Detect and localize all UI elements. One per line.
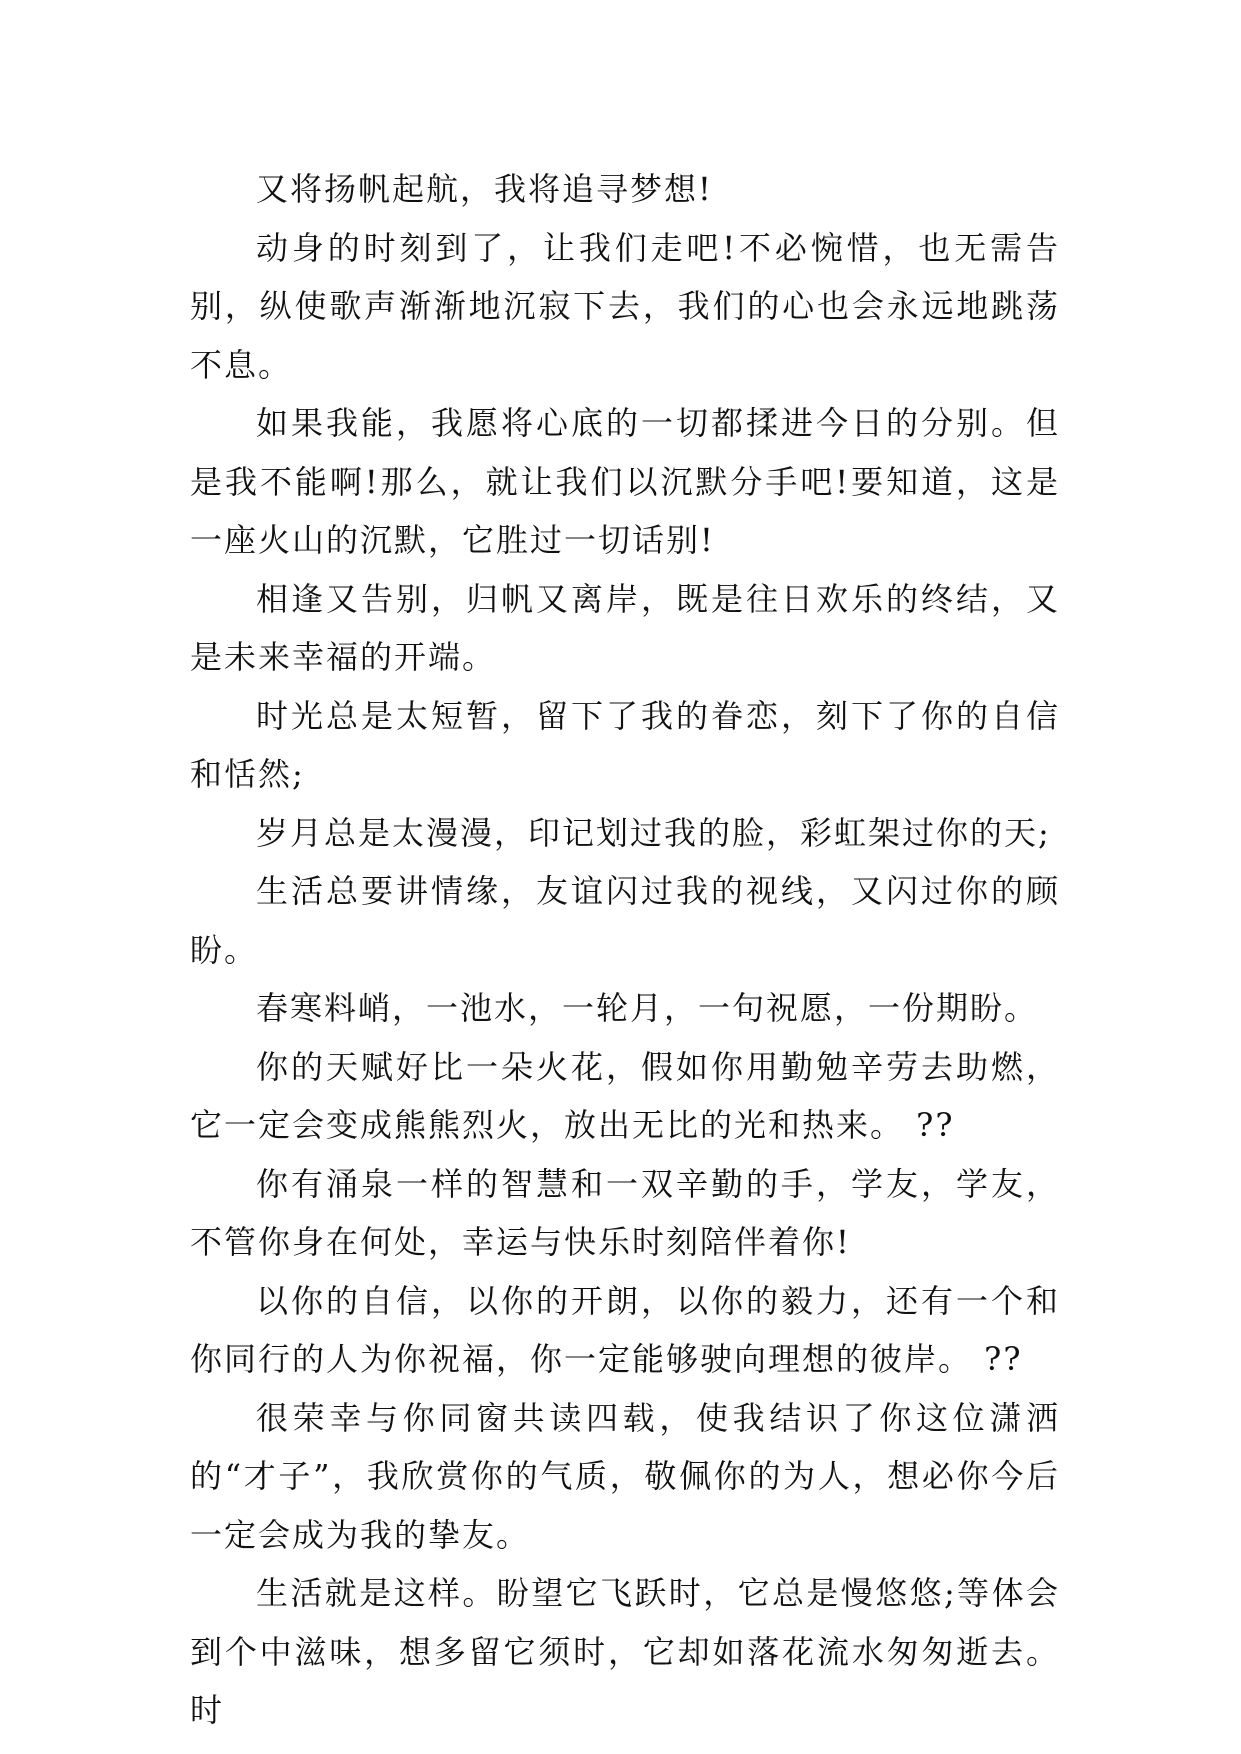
paragraph: 如果我能，我愿将心底的一切都揉进今日的分别。但是我不能啊!那么，就让我们以沉默分手吧!要知道，这是一座火山的沉默，它胜过一切话别! — [190, 404, 1060, 559]
paragraph: 以你的自信，以你的开朗，以你的毅力，还有一个和你同行的人为你祝福，你一定能够驶向理想的彼岸。 ?? — [190, 1281, 1060, 1378]
paragraph: 很荣幸与你同窗共读四载，使我结识了你这位潇洒的“才子”，我欣赏你的气质，敬佩你的为人，想必你今后一定会成为我的挚友。 — [190, 1398, 1060, 1554]
document-body — [190, 160, 1060, 1740]
paragraph: 相逢又告别，归帆又离岸，既是往日欢乐的终结，又是未来幸福的开端。 — [190, 579, 1060, 676]
paragraph: 生活就是这样。盼望它飞跃时，它总是慢悠悠;等体会到个中滋味，想多留它须时，它却如落花流水匆匆逝去。时 — [190, 1574, 1060, 1729]
paragraph: 你有涌泉一样的智慧和一双辛勤的手，学友，学友，不管你身在何处，幸运与快乐时刻陪伴着你! — [190, 1164, 1060, 1261]
paragraph: 生活总要讲情缘，友谊闪过我的视线，又闪过你的顾盼。 — [190, 872, 1060, 969]
paragraph: 又将扬帆起航，我将追寻梦想! — [256, 170, 713, 208]
paragraph: 你的天赋好比一朵火花，假如你用勤勉辛劳去助燃，它一定会变成熊熊烈火，放出无比的光和热来。 ?? — [190, 1047, 1060, 1144]
paragraph: 动身的时刻到了，让我们走吧!不必惋惜，也无需告别，纵使歌声渐渐地沉寂下去，我们的心也会永远地跳荡不息。 — [190, 228, 1060, 384]
paragraph: 岁月总是太漫漫，印记划过我的脸，彩虹架过你的天; — [256, 813, 1051, 852]
paragraph: 时光总是太短暂，留下了我的眷恋，刻下了你的自信和恬然; — [190, 696, 1060, 793]
paragraph: 春寒料峭，一池水，一轮月，一句祝愿，一份期盼。 — [256, 989, 1039, 1027]
